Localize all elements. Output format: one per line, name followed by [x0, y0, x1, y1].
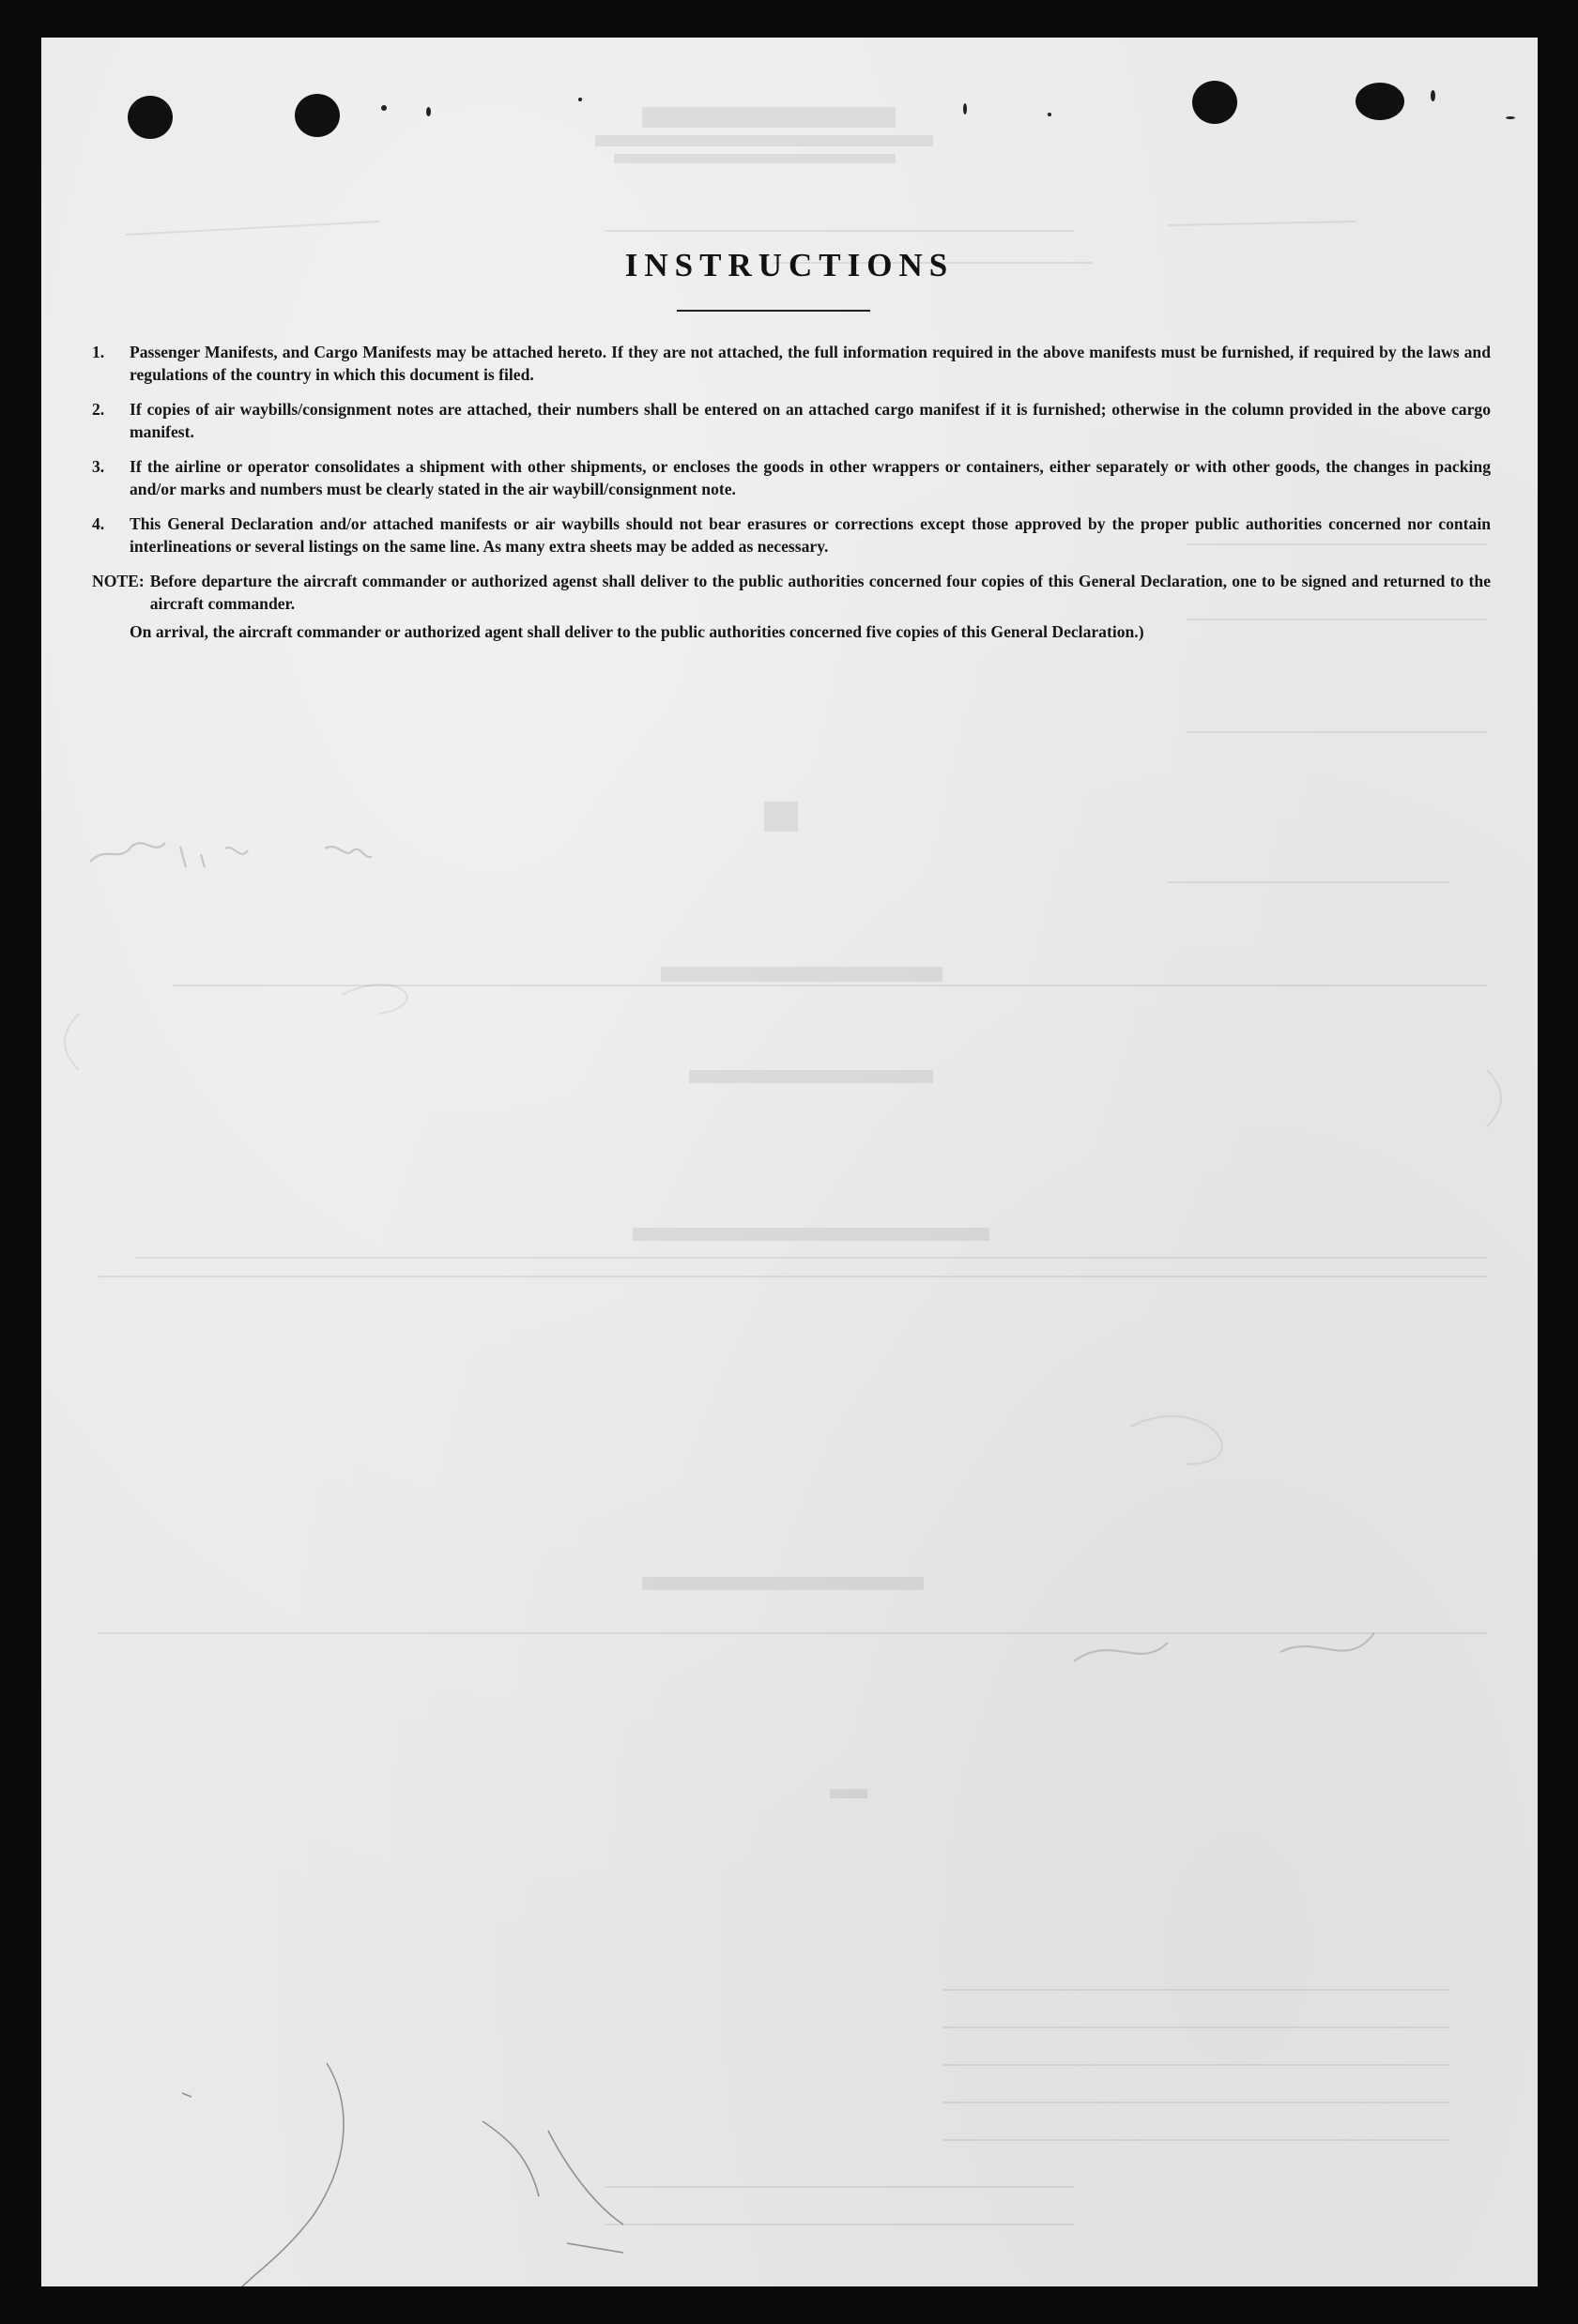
instruction-text: This General Declaration and/or attached manifests or air waybills should not bear erasures or corrections except those approved by the proper public authorities concerned nor contain interlineations or several listings on the same line. As many extra sheets may be added as necessary.: [130, 514, 1491, 556]
speck: [1048, 113, 1051, 116]
punch-hole: [128, 96, 173, 139]
document-page: [41, 38, 1538, 2286]
title-underline: [677, 310, 870, 312]
speck: [1506, 116, 1515, 119]
speck: [426, 107, 431, 116]
punch-hole: [1192, 81, 1237, 124]
instruction-number: 2.: [92, 400, 105, 419]
punch-hole: [1356, 83, 1404, 120]
instruction-text: If copies of air waybills/consignment notes are attached, their numbers shall be entered on an attached cargo manifest if it is furnished; otherwise in the column provided in the above cargo manifest.: [130, 400, 1491, 441]
note-label: NOTE:: [92, 572, 145, 590]
note-continuation: On arrival, the aircraft commander or authorized agent shall deliver to the public authorities concerned five copies of this General Declaration.): [130, 622, 1144, 641]
punch-hole: [295, 94, 340, 137]
speck: [578, 98, 582, 101]
instruction-item: [92, 455, 1491, 500]
note-block: [92, 570, 1491, 615]
instruction-text: If the airline or operator consolidates a shipment with other shipments, or encloses the goods in other wrappers or containers, either separately or with other goods, the changes in packing and/or marks and numbers must be clearly stated in the air waybill/consignment note.: [130, 457, 1491, 498]
instruction-number: 3.: [92, 457, 105, 476]
speck: [381, 105, 387, 111]
page-title: INSTRUCTIONS: [624, 247, 955, 283]
instructions-list: [92, 341, 1491, 643]
speck: [1431, 90, 1435, 101]
instruction-item: [92, 512, 1491, 558]
instruction-text: Passenger Manifests, and Cargo Manifests may be attached hereto. If they are not attached, the full information required in the above manifests must be furnished, if required by the laws and regulations of the country in which this document is filed.: [130, 343, 1491, 384]
note-text: Before departure the aircraft commander or authorized agenst shall deliver to the public authorities concerned four copies of this General Declaration, one to be signed and returned to the aircraft commander.: [149, 572, 1491, 613]
instruction-item: [92, 398, 1491, 443]
instruction-number: 4.: [92, 514, 105, 533]
instruction-item: [92, 341, 1491, 386]
instruction-number: 1.: [92, 343, 105, 361]
speck: [963, 103, 967, 115]
